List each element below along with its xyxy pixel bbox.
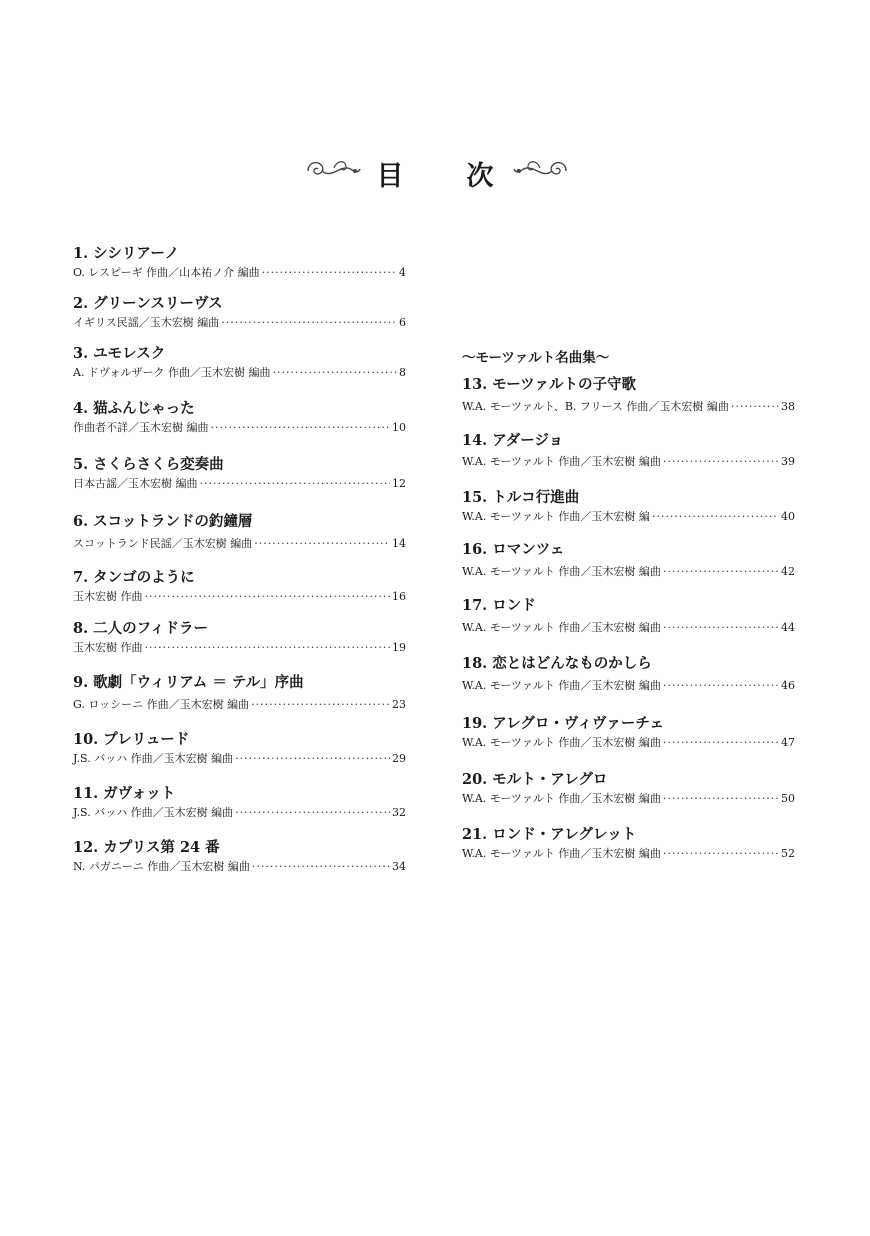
dot-leader [145, 589, 391, 604]
toc-entry[interactable] [462, 655, 795, 693]
page-number: 10 [392, 421, 406, 434]
entry-title: 1. シシリアーノ [73, 245, 180, 262]
toc-entry[interactable] [73, 620, 406, 655]
toc-entry[interactable] [462, 376, 795, 414]
dot-leader [200, 476, 391, 491]
entry-title: 11. ガヴォット [73, 785, 176, 802]
toc-entry[interactable] [462, 826, 795, 861]
entry-credit: G. ロッシーニ 作曲／玉木宏樹 編曲 [73, 698, 250, 711]
entry-credit: イギリス民謡／玉木宏樹 編曲 [73, 316, 220, 329]
section-heading-mozart: ～モーツァルト名曲集～ [462, 350, 610, 366]
dot-leader [262, 265, 397, 280]
dot-leader [663, 846, 779, 861]
toc-entry[interactable] [73, 245, 406, 280]
entry-title: 5. さくらさくら変奏曲 [73, 456, 224, 473]
entry-title: 15. トルコ行進曲 [462, 489, 580, 506]
toc-entry[interactable] [462, 597, 795, 635]
toc-entry[interactable] [73, 731, 406, 766]
entry-title: 16. ロマンツェ [462, 541, 565, 558]
entry-title: 18. 恋とはどんなものかしら [462, 655, 652, 672]
entry-credit: W.A. モーツァルト 作曲／玉木宏樹 編 [462, 510, 650, 523]
page-number: 34 [392, 860, 406, 873]
dot-leader [221, 315, 397, 330]
page-number: 19 [392, 641, 406, 654]
dot-leader [731, 399, 779, 414]
toc-entry[interactable] [73, 785, 406, 820]
entry-title: 13. モーツァルトの子守歌 [462, 376, 636, 393]
toc-entry[interactable] [73, 295, 406, 330]
dot-leader [235, 805, 390, 820]
dot-leader [663, 620, 779, 635]
dot-leader [663, 454, 779, 469]
page-number: 8 [399, 366, 406, 379]
entry-title: 9. 歌劇「ウィリアム ＝ テル」序曲 [73, 674, 304, 691]
entry-title: 20. モルト・アレグロ [462, 771, 608, 788]
page-number: 29 [392, 752, 406, 765]
dot-leader [235, 751, 390, 766]
dot-leader [663, 564, 779, 579]
toc-entry[interactable] [73, 569, 406, 604]
entry-credit: W.A. モーツァルト 作曲／玉木宏樹 編曲 [462, 736, 661, 749]
toc-entry[interactable] [73, 674, 406, 712]
entry-title: 8. 二人のフィドラー [73, 620, 209, 637]
toc-entry[interactable] [73, 513, 406, 551]
page-number: 14 [392, 537, 406, 550]
entry-title: 7. タンゴのように [73, 569, 195, 586]
entry-title: 17. ロンド [462, 597, 536, 614]
flourish-right-icon [512, 154, 570, 188]
entry-title: 6. スコットランドの釣鐘層 [73, 513, 253, 530]
entry-credit: O. レスピーギ 作曲／山本祐ノ介 編曲 [73, 266, 260, 279]
page-number: 38 [781, 400, 795, 413]
entry-title: 19. アレグロ・ヴィヴァーチェ [462, 715, 664, 732]
page-number: 6 [399, 316, 406, 329]
dot-leader [252, 859, 390, 874]
toc-entry[interactable] [462, 489, 795, 524]
entry-title: 14. アダージョ [462, 432, 564, 449]
entry-credit: W.A. モーツァルト 作曲／玉木宏樹 編曲 [462, 621, 661, 634]
entry-title: 21. ロンド・アレグレット [462, 826, 637, 843]
page-number: 40 [781, 510, 795, 523]
entry-title: 4. 猫ふんじゃった [73, 400, 195, 417]
page-number: 42 [781, 565, 795, 578]
page-number: 16 [392, 590, 406, 603]
entry-credit: N. パガニーニ 作曲／玉木宏樹 編曲 [73, 860, 250, 873]
page-number: 50 [781, 792, 795, 805]
entry-credit: 玉木宏樹 作曲 [73, 590, 143, 603]
toc-entry[interactable] [462, 771, 795, 806]
entry-credit: W.A. モーツァルト 作曲／玉木宏樹 編曲 [462, 455, 661, 468]
toc-entry[interactable] [462, 715, 795, 750]
dot-leader [254, 536, 390, 551]
toc-entry[interactable] [462, 541, 795, 579]
page-number: 23 [392, 698, 406, 711]
entry-credit: 作曲者不詳／玉木宏樹 編曲 [73, 421, 209, 434]
dot-leader [211, 420, 391, 435]
entry-title: 2. グリーンスリーヴス [73, 295, 223, 312]
entry-credit: W.A. モーツァルト、B. フリース 作曲／玉木宏樹 編曲 [462, 400, 729, 413]
page-number: 44 [781, 621, 795, 634]
entry-credit: W.A. モーツァルト 作曲／玉木宏樹 編曲 [462, 847, 661, 860]
toc-entry[interactable] [462, 432, 795, 469]
dot-leader [652, 509, 779, 524]
dot-leader [251, 697, 390, 712]
entry-credit: スコットランド民謡／玉木宏樹 編曲 [73, 537, 253, 550]
entry-credit: 玉木宏樹 作曲 [73, 641, 143, 654]
page-number: 12 [392, 477, 406, 490]
toc-header [0, 148, 870, 198]
entry-title: 3. ユモレスク [73, 345, 166, 362]
entry-credit: 日本古謡／玉木宏樹 編曲 [73, 477, 198, 490]
page-number: 52 [781, 847, 795, 860]
dot-leader [663, 735, 779, 750]
page-number: 4 [399, 266, 406, 279]
toc-entry[interactable] [73, 400, 406, 435]
toc-entry[interactable] [73, 839, 406, 874]
toc-entry[interactable] [73, 345, 406, 380]
entry-title: 12. カプリス第 24 番 [73, 839, 220, 856]
dot-leader [145, 640, 391, 655]
entry-credit: A. ドヴォルザーク 作曲／玉木宏樹 編曲 [73, 366, 271, 379]
page-number: 46 [781, 679, 795, 692]
page-title: 目 次 [376, 161, 512, 192]
dot-leader [663, 678, 779, 693]
dot-leader [663, 791, 779, 806]
entry-credit: W.A. モーツァルト 作曲／玉木宏樹 編曲 [462, 792, 661, 805]
dot-leader [273, 365, 398, 380]
toc-entry[interactable] [73, 456, 406, 491]
page-number: 47 [781, 736, 795, 749]
entry-credit: J.S. バッハ 作曲／玉木宏樹 編曲 [73, 806, 234, 819]
entry-credit: W.A. モーツァルト 作曲／玉木宏樹 編曲 [462, 679, 661, 692]
entry-title: 10. プレリュード [73, 731, 190, 748]
entry-credit: W.A. モーツァルト 作曲／玉木宏樹 編曲 [462, 565, 661, 578]
page-number: 32 [392, 806, 406, 819]
entry-credit: J.S. バッハ 作曲／玉木宏樹 編曲 [73, 752, 234, 765]
page-number: 39 [781, 455, 795, 468]
